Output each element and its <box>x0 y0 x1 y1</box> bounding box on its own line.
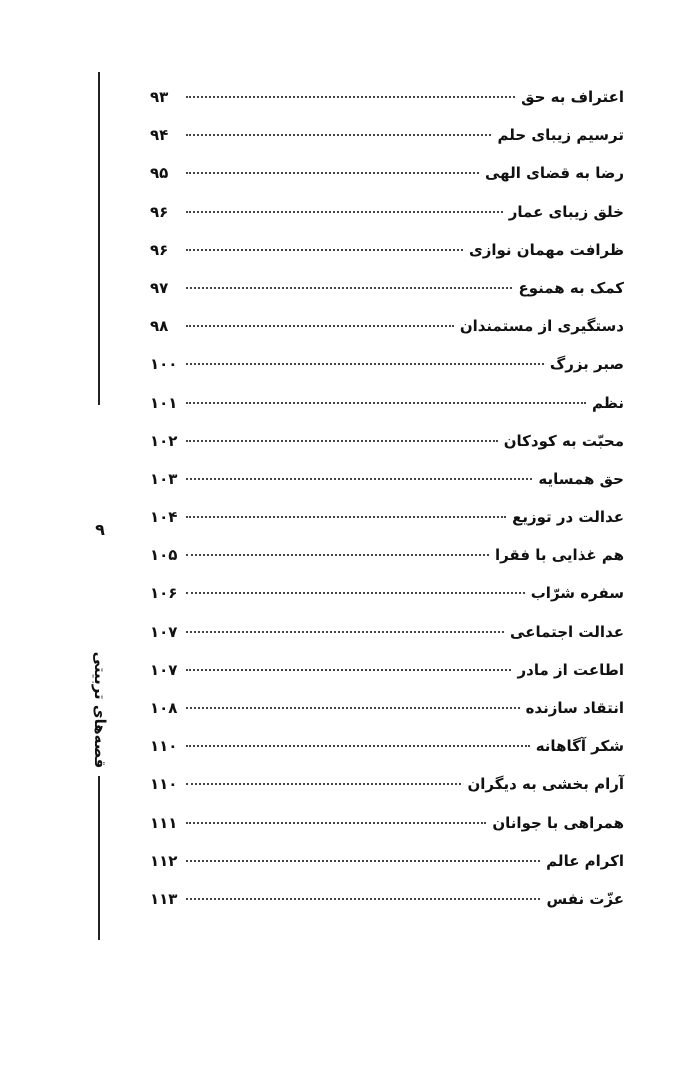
toc-entry-page: ۱۰۶ <box>150 584 178 603</box>
dot-leader <box>186 822 486 824</box>
toc-entry <box>150 193 624 231</box>
toc-entry-page: ۱۰۴ <box>150 508 178 527</box>
toc-entry-title: هم غذایی با فقرا <box>494 546 624 565</box>
toc-entry-page: ۱۰۷ <box>150 660 178 679</box>
toc-entry-title: کمک به همنوع <box>518 278 624 297</box>
toc-entry-title: ترسیم زیبای حلم <box>497 126 624 145</box>
toc-entry <box>150 574 624 612</box>
toc-entry-page: ۱۱۲ <box>150 851 178 870</box>
toc-entry <box>150 460 624 498</box>
dot-leader <box>186 554 489 556</box>
toc-entry-title: عدالت اجتماعی <box>510 622 624 641</box>
toc-entry-title: اکرام عالم <box>546 851 624 870</box>
toc-entry <box>150 231 624 269</box>
toc-entry-page: ۱۰۷ <box>150 622 178 641</box>
dot-leader <box>186 363 544 365</box>
toc-entry-page: ۱۱۰ <box>150 737 178 756</box>
toc-entry-title: آرام بخشی به دیگران <box>467 775 624 794</box>
toc-entry <box>150 536 624 574</box>
toc-entry-title: حق همسایه <box>538 469 624 488</box>
toc-entry-title: دستگیری از مستمندان <box>459 317 624 336</box>
dot-leader <box>186 860 540 862</box>
toc-entry-title: اطاعت از مادر <box>517 660 624 679</box>
toc-entry <box>150 384 624 422</box>
toc-entry-page: ۱۱۰ <box>150 775 178 794</box>
toc-entry <box>150 116 624 154</box>
toc-entry-title: محبّت به کودکان <box>503 431 624 450</box>
toc-entry-page: ۹۳ <box>150 88 169 106</box>
toc-entry <box>150 307 624 345</box>
toc-entry-title: شکر آگاهانه <box>535 737 624 756</box>
dot-leader <box>186 402 586 404</box>
toc-entry-page: ۱۰۸ <box>150 699 178 717</box>
dot-leader <box>186 592 525 594</box>
toc-entry <box>150 689 624 727</box>
toc-entry-title: عزّت نفس <box>546 889 624 908</box>
margin-rule-bottom <box>98 776 100 940</box>
dot-leader <box>186 631 504 633</box>
toc-entry-title: انتقاد سازنده <box>525 699 624 717</box>
page-number: ۹ <box>95 520 105 539</box>
toc-entry-title: خلق زیبای عمار <box>508 202 624 221</box>
running-title: قصه‌های تربیتی <box>91 651 109 769</box>
toc-entry <box>150 498 624 536</box>
toc-entry-title: سفره شرّاب <box>530 584 624 603</box>
toc-entry <box>150 727 624 765</box>
dot-leader <box>186 440 498 442</box>
toc-entry <box>150 269 624 307</box>
toc-entry-page: ۹۶ <box>150 240 169 259</box>
toc-entry <box>150 842 624 880</box>
dot-leader <box>186 783 461 785</box>
dot-leader <box>186 134 491 136</box>
toc-entry-page: ۱۰۱ <box>150 393 178 412</box>
toc-entry-title: ظرافت مهمان نوازی <box>469 240 624 259</box>
dot-leader <box>186 287 512 289</box>
toc-entry-page: ۱۰۲ <box>150 431 178 450</box>
toc-entry <box>150 78 624 116</box>
toc-entry-title: رضا به قضای الهی <box>485 164 624 183</box>
dot-leader <box>186 707 520 709</box>
dot-leader <box>186 211 503 213</box>
toc-entry-page: ۱۰۰ <box>150 355 178 374</box>
dot-leader <box>186 898 540 900</box>
dot-leader <box>186 669 511 671</box>
dot-leader <box>186 249 463 251</box>
toc-entry-title: نظم <box>591 393 624 412</box>
dot-leader <box>186 516 506 518</box>
table-of-contents <box>150 78 624 918</box>
margin-rule-top <box>98 72 100 405</box>
toc-entry-page: ۹۸ <box>150 317 169 336</box>
toc-entry <box>150 613 624 651</box>
dot-leader <box>186 96 515 98</box>
toc-entry <box>150 880 624 918</box>
toc-entry-page: ۱۱۳ <box>150 889 178 908</box>
toc-entry-page: ۹۴ <box>150 126 169 145</box>
toc-entry-page: ۱۰۳ <box>150 469 178 488</box>
toc-entry-page: ۱۱۱ <box>150 813 178 832</box>
toc-entry <box>150 804 624 842</box>
toc-entry <box>150 422 624 460</box>
dot-leader <box>186 478 532 480</box>
toc-entry <box>150 345 624 383</box>
dot-leader <box>186 325 454 327</box>
toc-entry-title: همراهی با جوانان <box>492 813 624 832</box>
toc-entry-page: ۱۰۵ <box>150 546 178 565</box>
toc-entry-title: صبر بزرگ <box>549 355 624 374</box>
toc-entry <box>150 651 624 689</box>
toc-entry-page: ۹۶ <box>150 202 169 221</box>
dot-leader <box>186 745 530 747</box>
toc-entry <box>150 765 624 803</box>
toc-entry-title: عدالت در توزیع <box>512 508 624 527</box>
toc-entry-page: ۹۷ <box>150 278 169 297</box>
toc-entry-page: ۹۵ <box>150 164 169 183</box>
dot-leader <box>186 172 479 174</box>
toc-entry-title: اعتراف به حق <box>521 88 624 106</box>
toc-entry <box>150 154 624 192</box>
